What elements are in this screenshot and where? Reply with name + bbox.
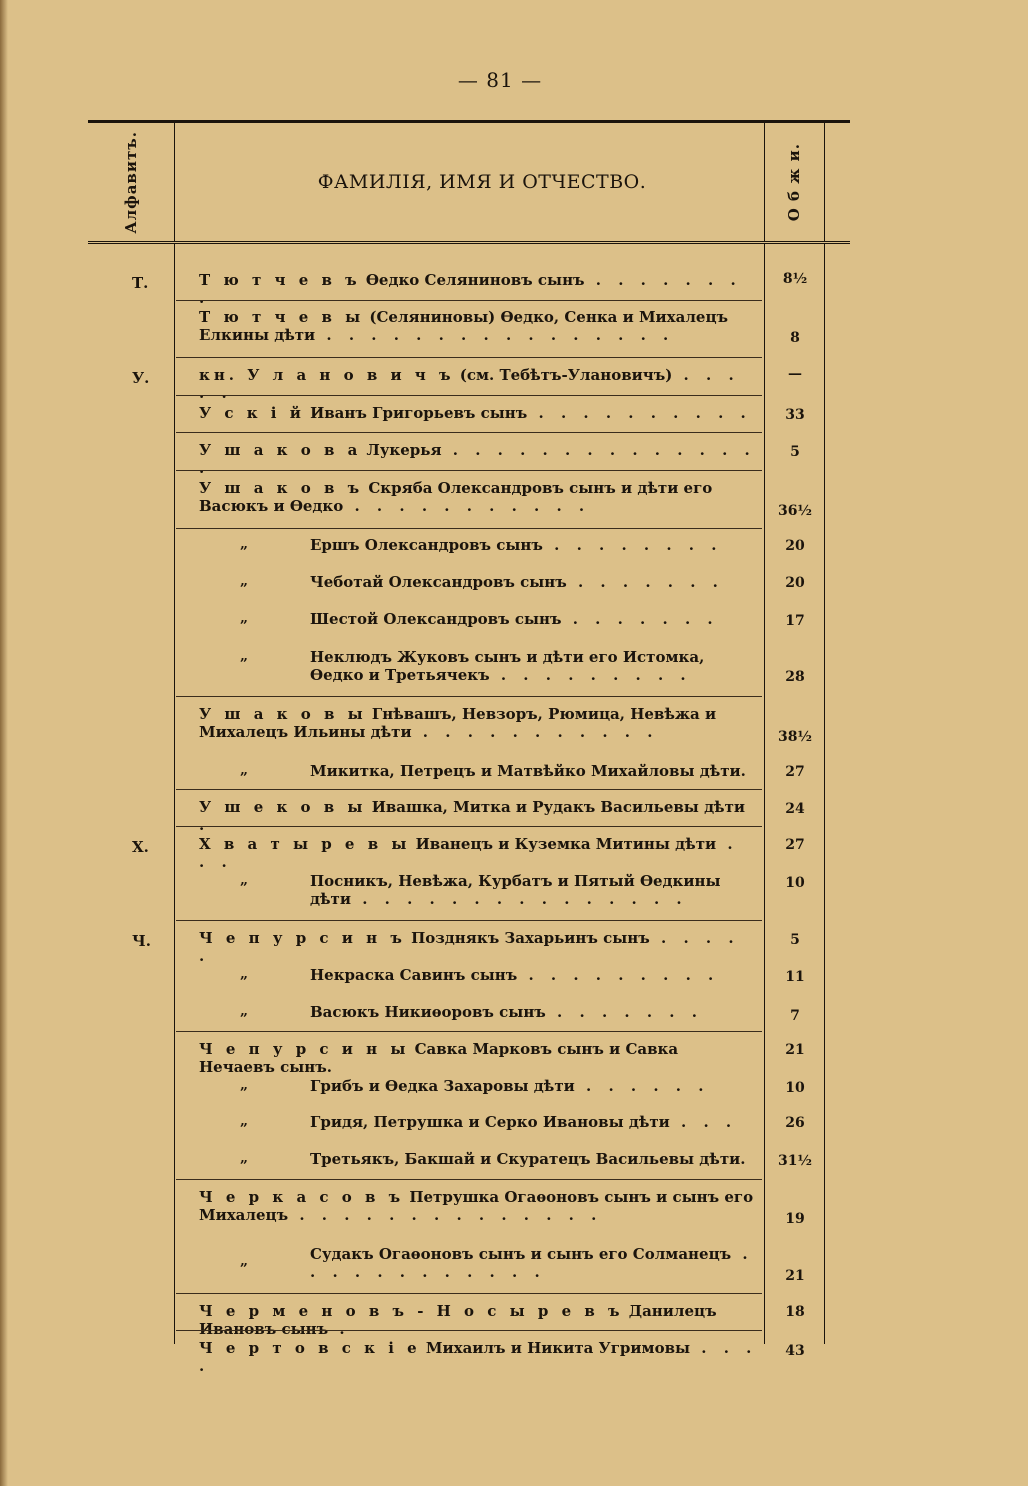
entry-name: Шестой Олександровъ сынъ . . . . . . . xyxy=(310,610,719,628)
entry-name: Т ю т ч е в ы (Селяниновы) Ѳедко, Сенка и Михалецъ Елкины дѣти . . . . . . . . . . . . . . . . xyxy=(199,308,729,344)
alphabet-letter: Х. xyxy=(132,838,149,856)
obzh-column-header: О б ж и. xyxy=(785,142,803,222)
entry-name: Ч е р к а с о в ъ Петрушка Огаѳоновъ сынъ и сынъ его Михалецъ . . . . . . . . . . . . . . xyxy=(199,1188,754,1224)
obzh-value: 21 xyxy=(785,1268,805,1284)
table-row xyxy=(88,479,850,519)
table-row xyxy=(88,872,850,912)
obzh-value: 10 xyxy=(785,1080,805,1096)
obzh-value: 10 xyxy=(785,875,805,891)
entry-name: У ш е к о в ы Ивашка, Митка и Рудакъ Васильевы дѣти . xyxy=(199,798,746,834)
obzh-value: 17 xyxy=(785,613,805,629)
entry-name: Чеботай Олександровъ сынъ . . . . . . . xyxy=(310,573,724,591)
table-row xyxy=(88,1188,850,1228)
entry-name: Х в а т ы р е в ы Иванецъ и Куземка Митины дѣти . . . xyxy=(199,835,739,871)
ditto-mark: „ xyxy=(240,762,249,778)
entry-name: Гридя, Петрушка и Серко Ивановы дѣти . . . xyxy=(310,1113,738,1131)
entry-name: Ч е п у р с и н ъ Позднякъ Захарьинъ сынъ . . . . . xyxy=(199,929,740,965)
obzh-value: 38½ xyxy=(777,729,813,745)
obzh-value: 5 xyxy=(790,444,800,460)
table-row xyxy=(88,271,850,307)
obzh-value: 27 xyxy=(785,837,805,853)
page-edge xyxy=(0,0,8,1486)
entry-name: Грибъ и Ѳедка Захаровы дѣти . . . . . . xyxy=(310,1077,710,1095)
ditto-mark: „ xyxy=(240,1150,249,1166)
obzh-value: 5 xyxy=(790,932,800,948)
entry-name: Ч е п у р с и н ы Савка Марковъ сынъ и Савка Нечаевъ сынъ. xyxy=(199,1040,679,1076)
entry-name: Ершъ Олександровъ сынъ . . . . . . . . xyxy=(310,536,723,554)
obzh-value: 31½ xyxy=(777,1153,813,1169)
obzh-value: 33 xyxy=(785,407,805,423)
entry-name: кн. У л а н о в и ч ъ (см. Тебѣтъ-Улановичъ) . . . . . xyxy=(199,366,740,402)
obzh-value: 19 xyxy=(785,1211,805,1227)
entry-name: Судакъ Огаѳоновъ сынъ и сынъ его Солманецъ . . . . . . . . . . . . xyxy=(310,1245,754,1281)
obzh-value: 8½ xyxy=(782,271,808,287)
entry-name: Т ю т ч е в ъ Ѳедко Селяниновъ сынъ . . . . . . . . xyxy=(199,271,742,307)
alphabet-letter: Ч. xyxy=(132,932,151,950)
table-row xyxy=(88,1077,850,1101)
name-column-header: ФАМИЛІЯ, ИМЯ И ОТЧЕСТВО. xyxy=(317,171,647,193)
ditto-mark: „ xyxy=(240,1253,249,1269)
entry-name: Ч е р м е н о в ъ - Н о с ы р е в ъ Данилецъ Ивановъ сынъ . xyxy=(199,1302,717,1338)
page-number: — 81 — xyxy=(457,68,543,92)
ditto-mark: „ xyxy=(240,1077,249,1093)
ditto-mark: „ xyxy=(240,966,249,982)
table-row xyxy=(88,1302,850,1338)
obzh-value: 11 xyxy=(785,969,805,985)
table-row xyxy=(88,929,850,965)
table-row xyxy=(88,308,850,348)
obzh-value: 7 xyxy=(790,1008,800,1024)
entry-name: Микитка, Петрецъ и Матвѣйко Михайловы дѣти. xyxy=(310,762,746,780)
obzh-value: 24 xyxy=(785,801,805,817)
obzh-value: 20 xyxy=(785,575,805,591)
alphabet-column-header: Алфавитъ. xyxy=(122,130,140,234)
table-row xyxy=(88,1150,850,1174)
obzh-value: 36½ xyxy=(777,503,813,519)
ditto-mark: „ xyxy=(240,648,249,664)
entry-name: Некраска Савинъ сынъ . . . . . . . . . xyxy=(310,966,720,984)
obzh-value: — xyxy=(788,366,802,382)
ditto-mark: „ xyxy=(240,536,249,552)
obzh-value: 20 xyxy=(785,538,805,554)
ditto-mark: „ xyxy=(240,610,249,626)
ditto-mark: „ xyxy=(240,573,249,589)
table-row xyxy=(88,573,850,597)
entry-name: У ш а к о в ъ Скряба Олександровъ сынъ и дѣти его Васюкъ и Ѳедко . . . . . . . . . . . xyxy=(199,479,713,515)
table-row xyxy=(88,835,850,871)
entry-name: Посникъ, Невѣжа, Курбатъ и Пятый Ѳедкины дѣти . . . . . . . . . . . . . . . xyxy=(310,872,721,908)
table-row xyxy=(88,762,850,786)
table-row xyxy=(88,1040,850,1076)
table-row xyxy=(88,705,850,745)
obzh-value: 18 xyxy=(785,1304,805,1320)
obzh-value: 27 xyxy=(785,764,805,780)
ditto-mark: „ xyxy=(240,1003,249,1019)
table-row xyxy=(88,1003,850,1027)
obzh-value: 8 xyxy=(790,330,800,346)
table-row xyxy=(88,610,850,634)
obzh-value: 43 xyxy=(785,1343,805,1359)
table-row xyxy=(88,1245,850,1285)
ditto-mark: „ xyxy=(240,1113,249,1129)
entry-name: Неклюдъ Жуковъ сынъ и дѣти его Истомка, Ѳедко и Третьячекъ . . . . . . . . . xyxy=(310,648,705,684)
entry-name: У с к і й Иванъ Григорьевъ сынъ . . . . . . . . . . xyxy=(199,404,752,422)
alphabet-letter: Т. xyxy=(132,274,149,292)
table-row xyxy=(88,1113,850,1137)
table-row xyxy=(88,966,850,990)
alphabet-letter: У. xyxy=(132,369,150,387)
entry-name: Третьякъ, Бакшай и Скуратецъ Васильевы дѣти. xyxy=(310,1150,746,1168)
table-row xyxy=(88,366,850,402)
table-row xyxy=(88,441,850,477)
obzh-value: 21 xyxy=(785,1042,805,1058)
table-row xyxy=(88,404,850,428)
table-row xyxy=(88,536,850,560)
obzh-value: 26 xyxy=(785,1115,805,1131)
ditto-mark: „ xyxy=(240,872,249,888)
table-row xyxy=(88,648,850,688)
entry-name: У ш а к о в а Лукерья . . . . . . . . . . . . . . . xyxy=(199,441,756,477)
table-row xyxy=(88,1339,850,1375)
table-row xyxy=(88,798,850,834)
entry-name: Ч е р т о в с к і е Михаилъ и Никита Угримовы . . . . xyxy=(199,1339,758,1375)
register-table xyxy=(88,120,850,1375)
obzh-value: 28 xyxy=(785,669,805,685)
entry-name: У ш а к о в ы Гнѣвашъ, Невзоръ, Рюмица, Невѣжа и Михалецъ Ильины дѣти . . . . . . . . . . . xyxy=(199,705,717,741)
entry-name: Васюкъ Никиѳоровъ сынъ . . . . . . . xyxy=(310,1003,703,1021)
table-body xyxy=(88,244,850,1375)
table-header xyxy=(88,123,850,244)
